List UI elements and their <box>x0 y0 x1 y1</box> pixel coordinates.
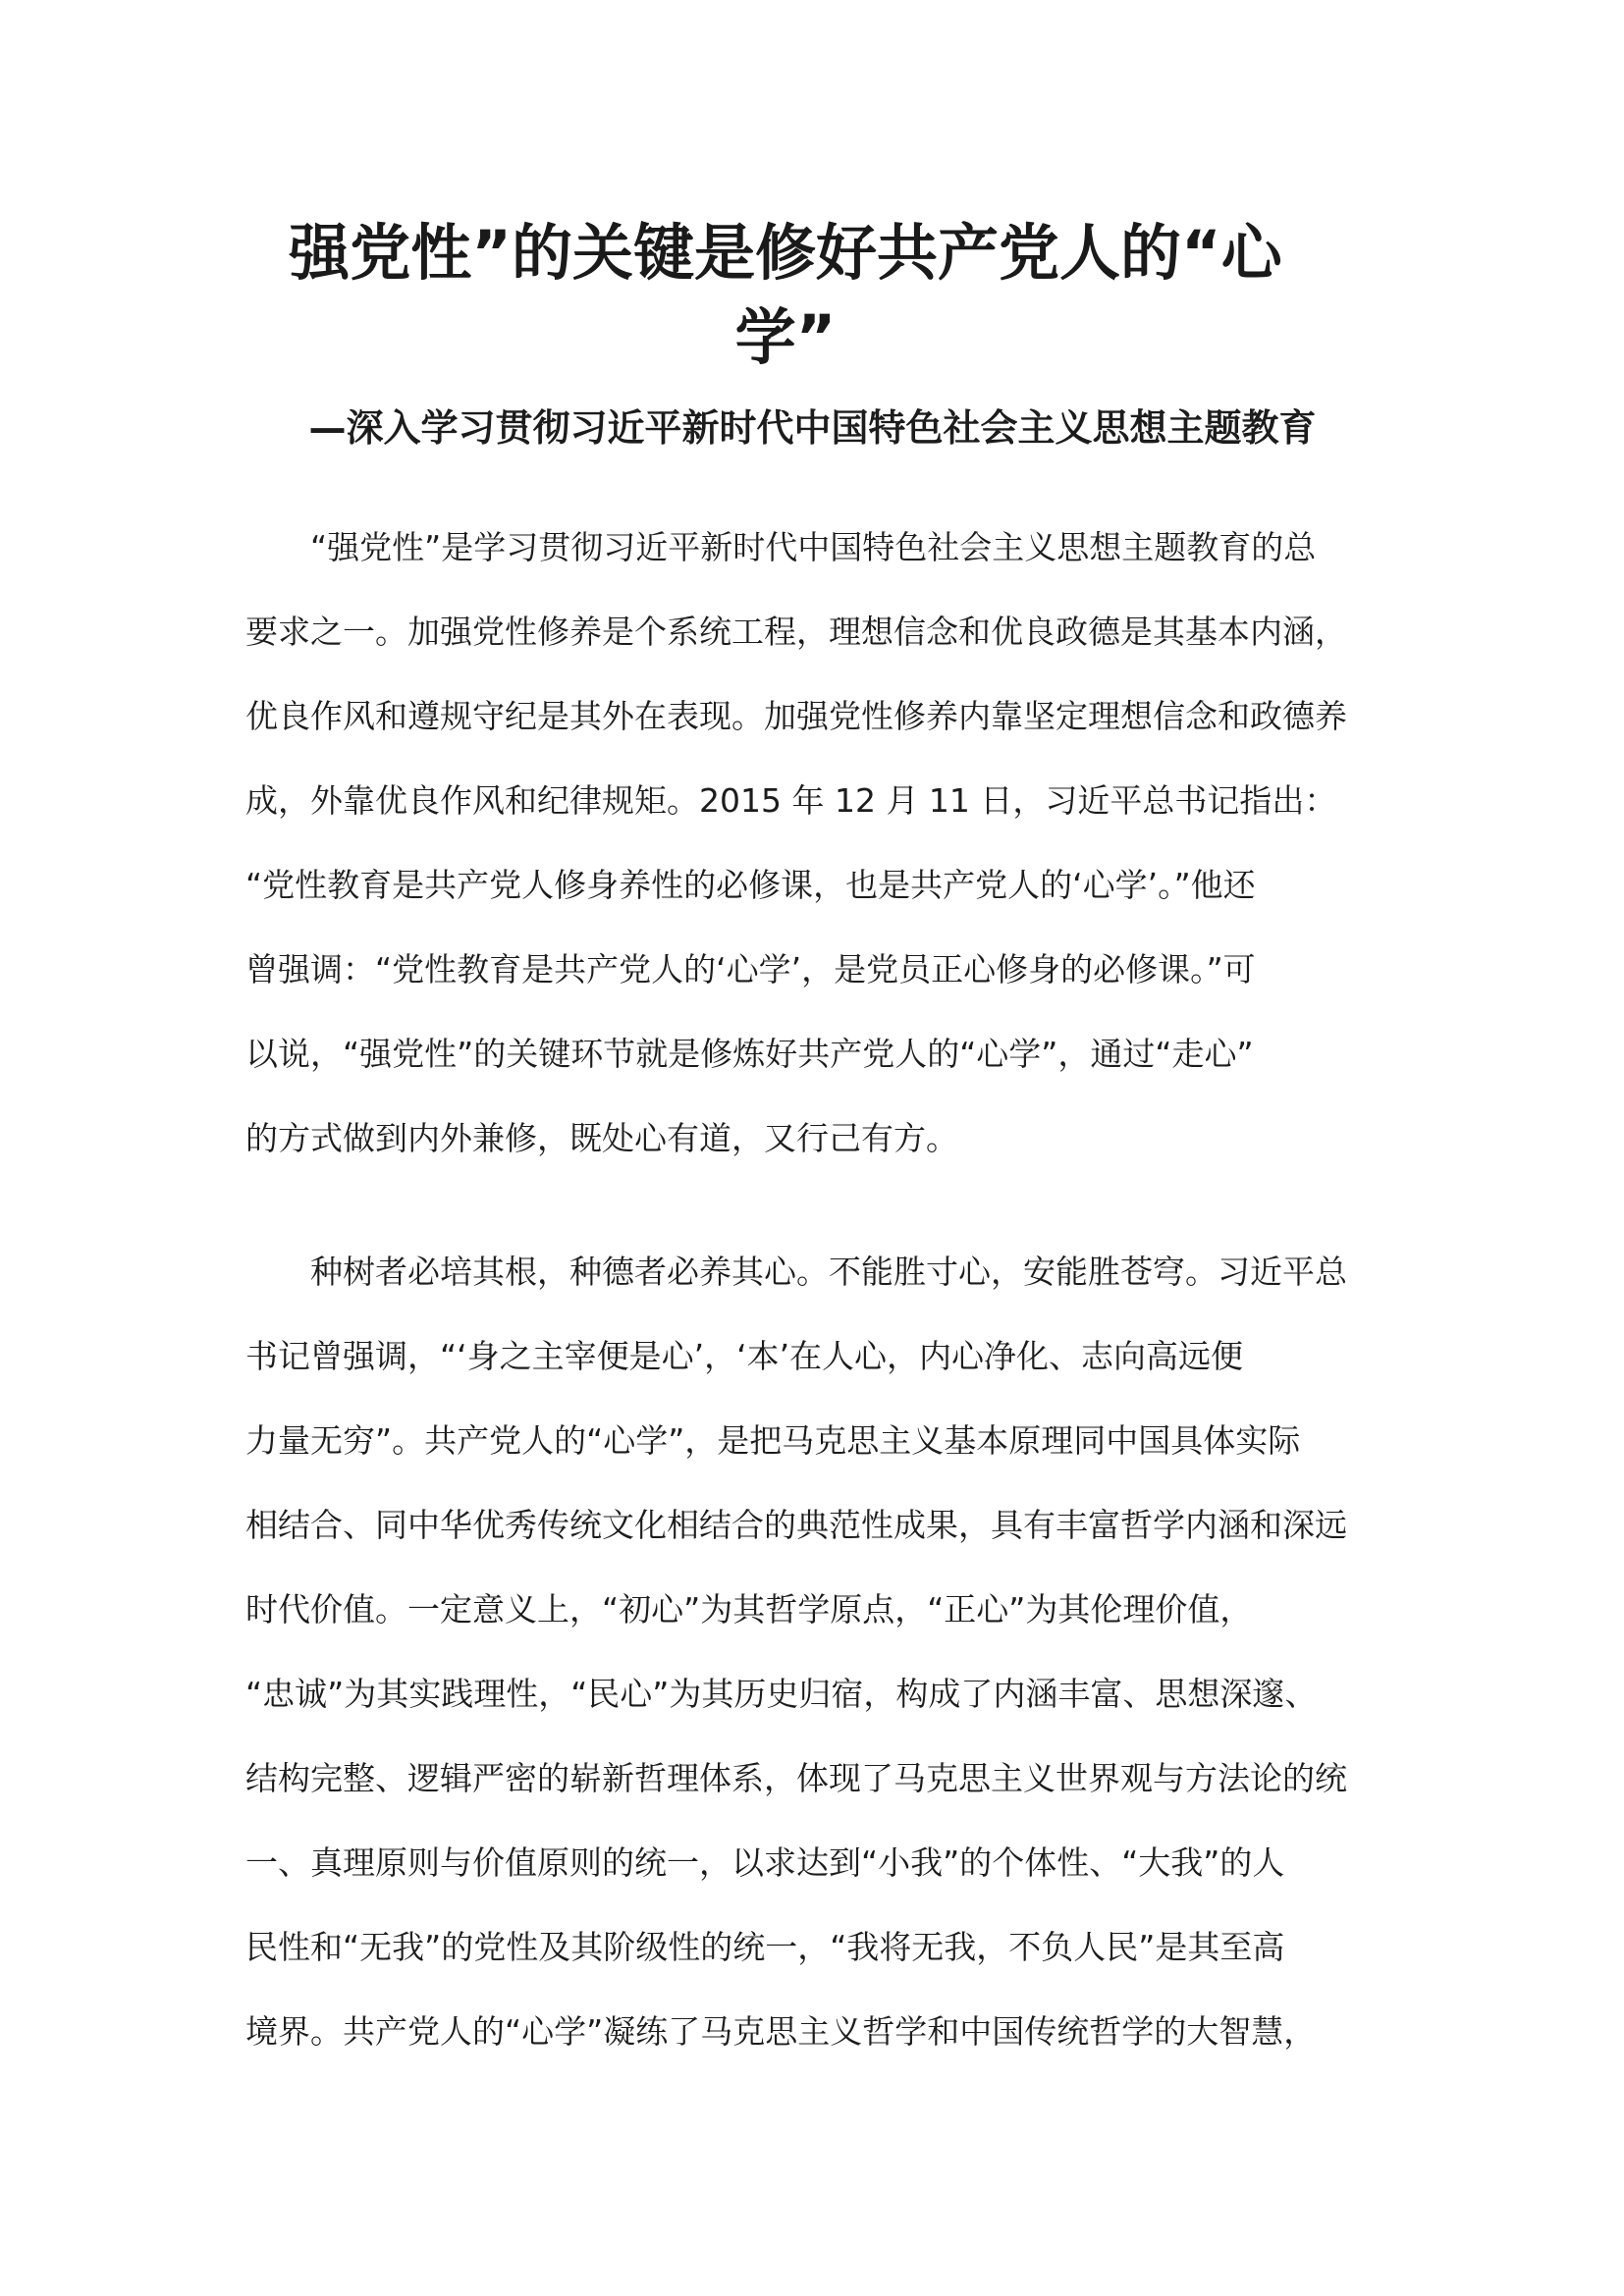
text-line: 民性和“无我”的党性及其阶级性的统一，“我将无我，不负人民”是其至高 <box>245 1928 1285 1966</box>
body-paragraph <box>245 1230 1394 2074</box>
text-line: 以说，“强党性”的关键环节就是修炼好共产党人的“心学”，通过“走心” <box>245 1035 1254 1073</box>
text-line: “强党性”是学习贯彻习近平新时代中国特色社会主义思想主题教育的总 <box>310 528 1317 566</box>
text-line: “党性教育是共产党人修身养性的必修课，也是共产党人的‘心学’。”他还 <box>245 866 1256 904</box>
text-line: 曾强调：“党性教育是共产党人的‘心学’，是党员正心修身的必修课。”可 <box>245 950 1256 988</box>
text-line: 成，外靠优良作风和纪律规矩。2015 年 12 月 11 日，习近平总书记指出： <box>245 781 1337 820</box>
text-line: “忠诚”为其实践理性，“民心”为其历史归宿，构成了内涵丰富、思想深邃、 <box>245 1675 1318 1713</box>
title-line: 学” <box>734 301 837 373</box>
text-line: 结构完整、逻辑严密的崭新哲理体系，体现了马克思主义世界观与方法论的统 <box>245 1759 1347 1797</box>
text-line: 相结合、同中华优秀传统文化相结合的典范性成果，具有丰富哲学内涵和深远 <box>245 1506 1347 1544</box>
page-subtitle: —深入学习贯彻习近平新时代中国特色社会主义思想主题教育 <box>308 406 1317 450</box>
text-line: 的方式做到内外兼修，既处心有道，又行己有方。 <box>245 1119 958 1157</box>
text-line: 一、真理原则与价值原则的统一，以求达到“小我”的个体性、“大我”的人 <box>245 1843 1285 1882</box>
page-title <box>245 211 1326 380</box>
text-line: 书记曾强调，“‘身之主宰便是心’，‘本’在人心，内心净化、志向高远便 <box>245 1337 1244 1375</box>
text-line: 境界。共产党人的“心学”凝练了马克思主义哲学和中国传统哲学的大智慧， <box>245 2012 1317 2051</box>
title-line: 强党性”的关键是修好共产党人的“心 <box>289 217 1282 289</box>
text-line: 优良作风和遵规守纪是其外在表现。加强党性修养内靠坚定理想信念和政德养 <box>245 697 1347 735</box>
text-line: 力量无穷”。共产党人的“心学”，是把马克思主义基本原理同中国具体实际 <box>245 1421 1301 1460</box>
text-line: 要求之一。加强党性修养是个系统工程，理想信念和优良政德是其基本内涵， <box>245 613 1347 651</box>
body-paragraph <box>245 506 1394 1181</box>
text-line: 种树者必培其根，种德者必养其心。不能胜寸心，安能胜苍穹。习近平总 <box>310 1253 1347 1291</box>
text-line: 时代价值。一定意义上，“初心”为其哲学原点，“正心”为其伦理价值， <box>245 1590 1253 1629</box>
